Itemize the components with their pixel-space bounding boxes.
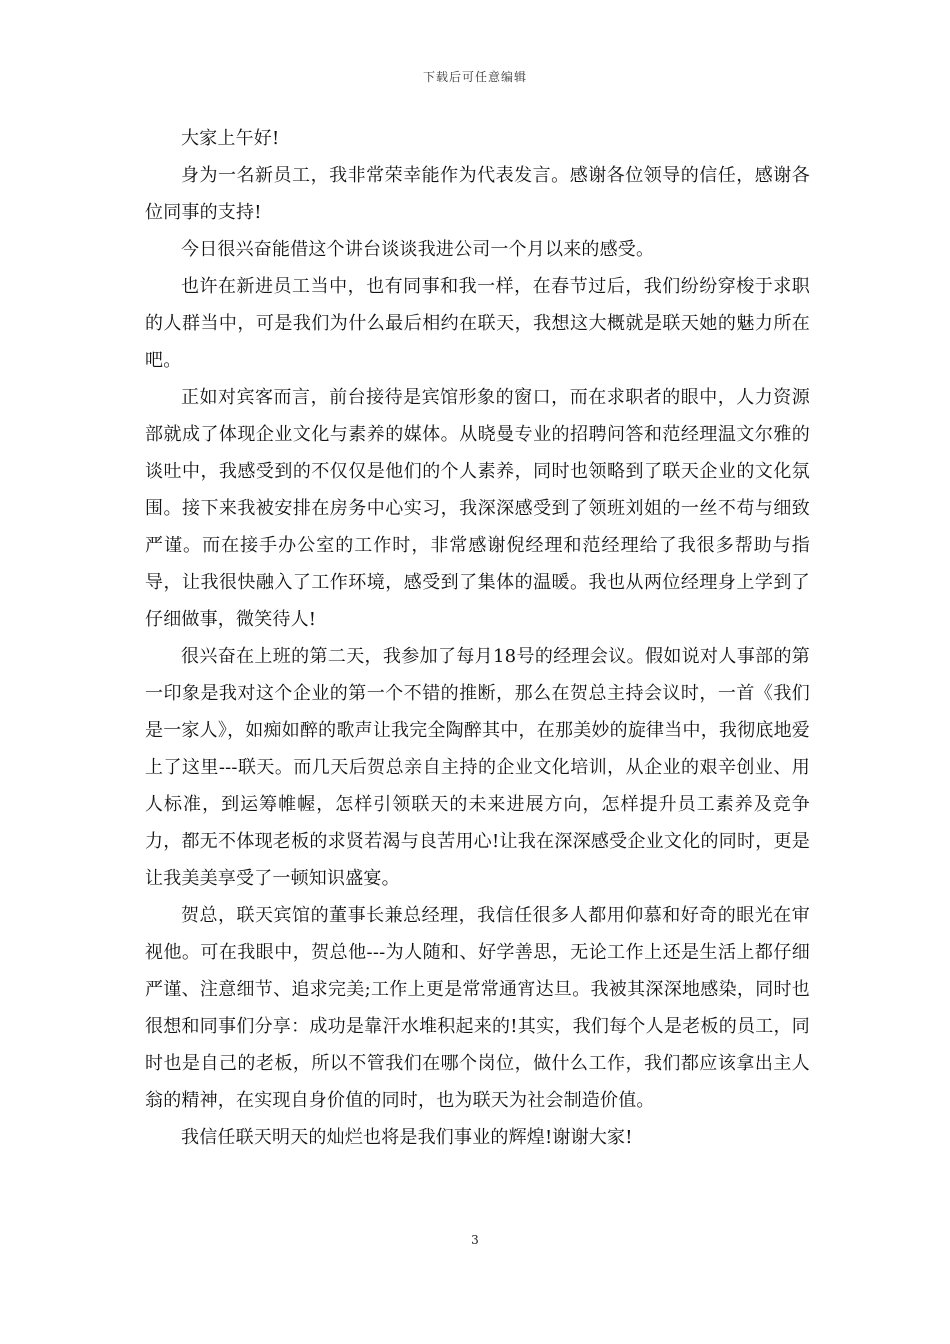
paragraph: 贺总，联天宾馆的董事长兼总经理，我信任很多人都用仰慕和好奇的眼光在审视他。可在我眼中，贺总他---为人随和、好学善思，无论工作上还是生活上都仔细严谨、注意细节、追求完美;工作上更是常常通宵达旦。我被其深深地感染，同时也很想和同事们分享：成功是靠汗水堆积起来的!其实，我们每个人是老板的员工，同时也是自己的老板，所以不管我们在哪个岗位，做什么工作，我们都应该拿出主人翁的精神，在实现自身价值的同时，也为联天为社会制造价值。 (145, 905, 810, 1111)
paragraph: 今日很兴奋能借这个讲台谈谈我进公司一个月以来的感受。 (181, 239, 655, 260)
header-note: 下载后可任意编辑 (422, 70, 527, 84)
page-number: 3 (471, 1233, 479, 1247)
paragraph: 身为一名新员工，我非常荣幸能作为代表发言。感谢各位领导的信任，感谢各位同事的支持! (145, 165, 810, 223)
paragraph: 也许在新进员工当中，也有同事和我一样，在春节过后，我们纷纷穿梭于求职的人群当中，可是我们为什么最后相约在联天，我想这大概就是联天她的魅力所在吧。 (145, 276, 810, 371)
document-body (145, 120, 810, 1156)
paragraph-closing: 我信任联天明天的灿烂也将是我们事业的辉煌!谢谢大家! (181, 1127, 633, 1148)
paragraph-greeting: 大家上午好! (181, 128, 280, 149)
paragraph: 正如对宾客而言，前台接待是宾馆形象的窗口，而在求职者的眼中，人力资源部就成了体现企业文化与素养的媒体。从晓曼专业的招聘问答和范经理温文尔雅的谈吐中，我感受到的不仅仅是他们的个人素养，同时也领略到了联天企业的文化氛围。接下来我被安排在房务中心实习，我深深感受到了领班刘姐的一丝不苟与细致严谨。而在接手办公室的工作时，非常感谢倪经理和范经理给了我很多帮助与指导，让我很快融入了工作环境，感受到了集体的温暖。我也从两位经理身上学到了仔细做事，微笑待人! (145, 387, 810, 630)
paragraph: 很兴奋在上班的第二天，我参加了每月18号的经理会议。假如说对人事部的第一印象是我对这个企业的第一个不错的推断，那么在贺总主持会议时，一首《我们是一家人》，如痴如醉的歌声让我完全陶醉其中，在那美妙的旋律当中，我彻底地爱上了这里---联天。而几天后贺总亲自主持的企业文化培训，从企业的艰辛创业、用人标准，到运筹帷幄，怎样引领联天的未来进展方向，怎样提升员工素养及竞争力，都无不体现老板的求贤若渴与良苦用心!让我在深深感受企业文化的同时，更是让我美美享受了一顿知识盛宴。 (145, 646, 810, 889)
